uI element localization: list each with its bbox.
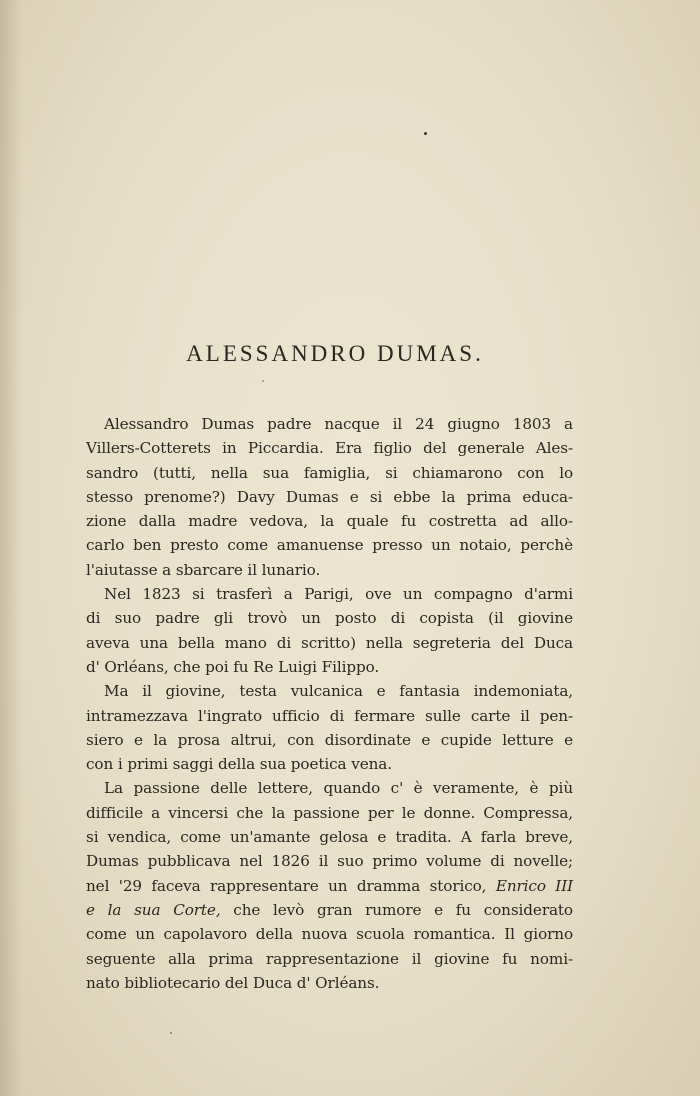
italic-title: e la sua Corte, xyxy=(86,900,221,919)
print-speck xyxy=(262,380,264,382)
text-segment: che levò gran rumore e fu considerato xyxy=(220,900,573,919)
text-line: Villers-Cotterets in Piccardia. Era figlio del generale Ales- xyxy=(86,439,573,458)
text-line: intramezzava l'ingrato ufficio di fermare sulle carte il pen- xyxy=(86,706,573,725)
text-line: Nel 1823 si trasferì a Parigi, ove un compagno d'armi xyxy=(104,585,573,604)
print-speck xyxy=(170,1032,172,1034)
text-line: stesso prenome?) Davy Dumas e si ebbe la prima educa- xyxy=(86,487,573,506)
chapter-title: ALESSANDRO DUMAS. xyxy=(186,341,484,366)
text-line: aveva una bella mano di scritto) nella segreteria del Duca xyxy=(86,633,573,652)
text-line: nato bibliotecario del Duca d' Orléans. xyxy=(86,973,380,992)
text-line: Ma il giovine, testa vulcanica e fantasia indemoniata, xyxy=(104,682,573,701)
text-line: con i primi saggi della sua poetica vena. xyxy=(86,755,392,774)
text-line: d' Orléans, che poi fu Re Luigi Filippo. xyxy=(86,657,380,676)
text-line: si vendica, come un'amante gelosa e tradita. A farla breve, xyxy=(86,828,573,847)
text-line: La passione delle lettere, quando c' è veramente, è più xyxy=(104,779,573,798)
text-line: difficile a vincersi che la passione per le donne. Compressa, xyxy=(86,803,573,822)
text-line: Dumas pubblicava nel 1826 il suo primo volume di novelle; xyxy=(86,852,573,871)
text-line: di suo padre gli trovò un posto di copista (il giovine xyxy=(86,609,573,628)
text-line xyxy=(86,874,573,898)
text-line: sandro (tutti, nella sua famiglia, si chiamarono con lo xyxy=(86,463,573,482)
text-line: zione dalla madre vedova, la quale fu costretta ad allo- xyxy=(86,512,573,531)
text-line xyxy=(86,898,573,922)
text-line: carlo ben presto come amanuense presso un notaio, perchè xyxy=(86,536,573,555)
text-line: come un capolavoro della nuova scuola romantica. Il giorno xyxy=(86,925,573,944)
italic-title: Enrico III xyxy=(495,876,573,895)
chapter-body xyxy=(86,412,573,995)
print-speck xyxy=(424,132,427,135)
text-line: siero e la prosa altrui, con disordinate e cupide letture e xyxy=(86,730,573,749)
text-line: l'aiutasse a sbarcare il lunario. xyxy=(86,560,321,579)
page-edge-shadow xyxy=(0,0,22,1096)
text-line: Alessandro Dumas padre nacque il 24 giugno 1803 a xyxy=(104,415,573,433)
text-segment: nel '29 faceva rappresentare un dramma storico, xyxy=(86,876,496,895)
text-line: seguente alla prima rappresentazione il giovine fu nomi- xyxy=(86,949,573,968)
